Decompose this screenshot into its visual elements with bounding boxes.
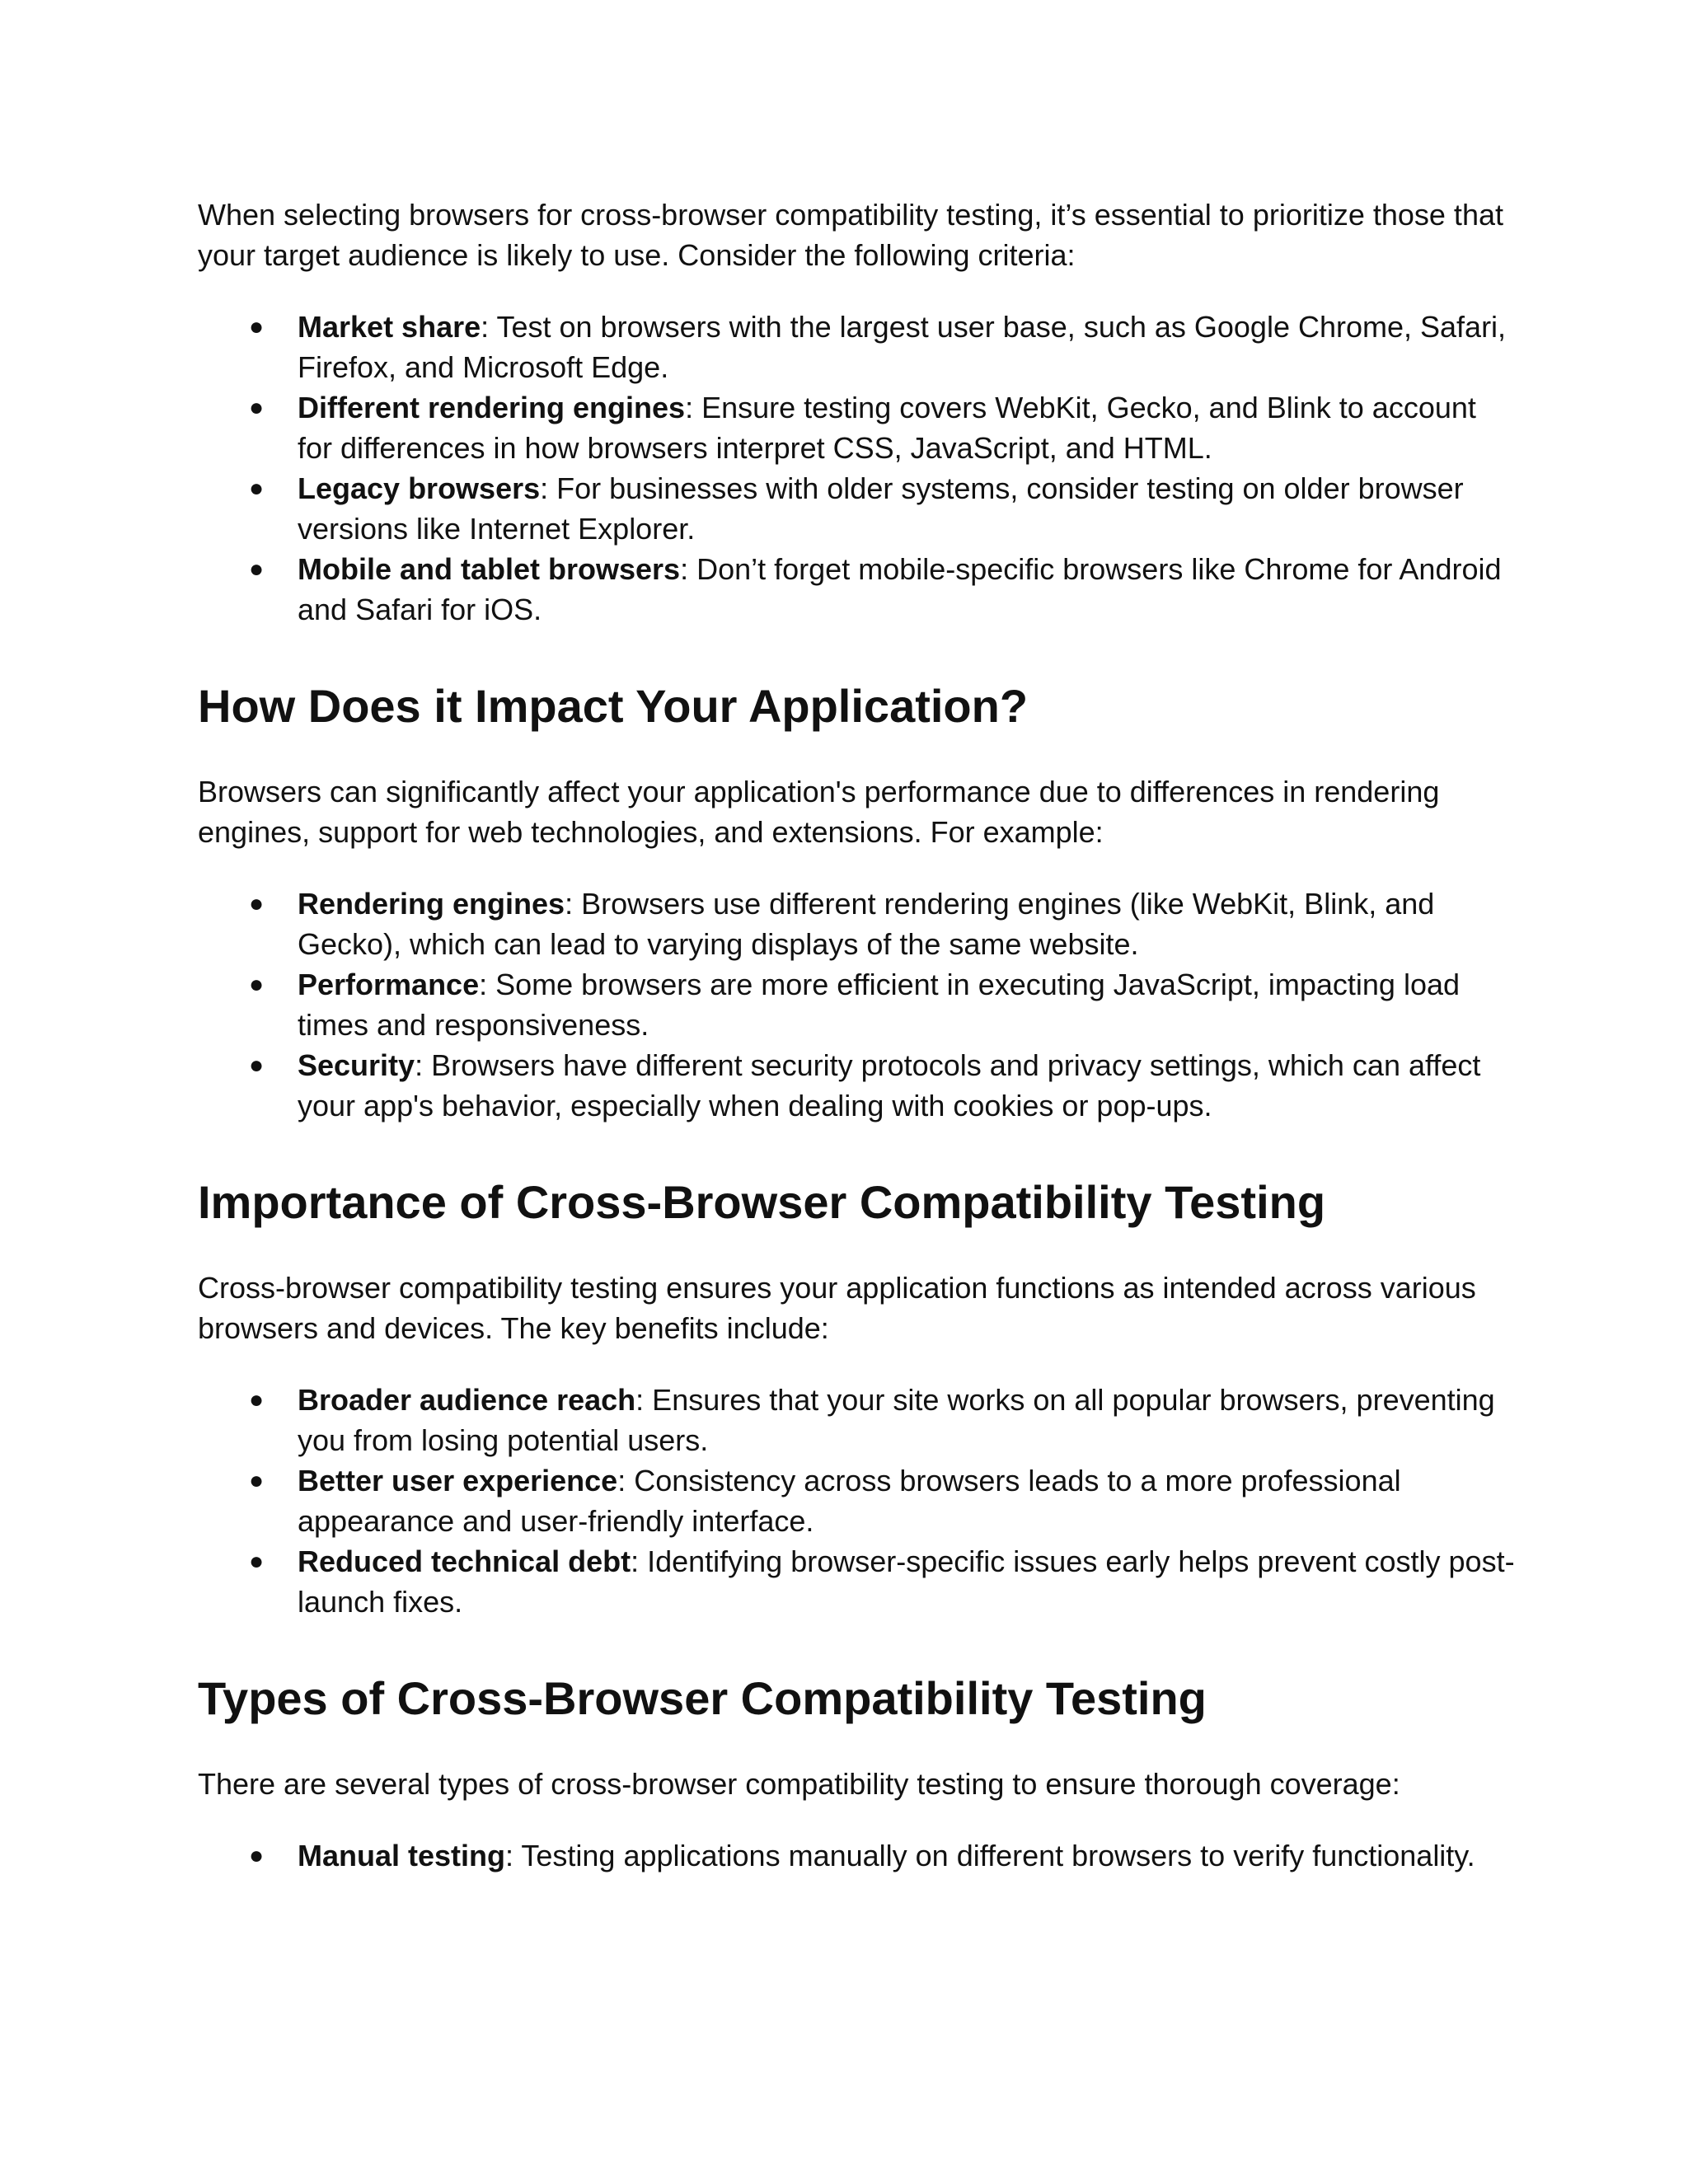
- list-item-text: : Some browsers are more efficient in executing JavaScript, impacting load times and responsiveness.: [298, 968, 1461, 1042]
- list-item-term: Different rendering engines: [298, 391, 686, 424]
- list-item-text: : Browsers use different rendering engines (like WebKit, Blink, and Gecko), which can lead to varying displays of the same website.: [298, 887, 1435, 961]
- bullet-icon: ●: [249, 1052, 265, 1079]
- list-item-text: : Ensure testing covers WebKit, Gecko, and Blink to account for differences in how browsers interpret CSS, JavaScript, and HTML.: [298, 391, 1476, 465]
- list-item: [198, 549, 1517, 630]
- intro-paragraph: When selecting browsers for cross-browser compatibility testing, it’s essential to prioritize those that your target audience is likely to use. Consider the following criteria:: [198, 198, 1503, 272]
- list-item: [198, 1380, 1517, 1460]
- bullet-icon: ●: [249, 555, 265, 583]
- list-item-text: : Identifying browser-specific issues early helps prevent costly post-launch fixes.: [298, 1544, 1515, 1619]
- list-item: [198, 387, 1517, 468]
- list-item-term: Market share: [298, 310, 481, 344]
- bullet-icon: ●: [249, 1467, 265, 1494]
- types-heading: Types of Cross-Browser Compatibility Testing: [198, 1672, 1207, 1724]
- bullet-icon: ●: [249, 1548, 265, 1575]
- list-item-term: Performance: [298, 968, 480, 1001]
- list-item-text: : Browsers have different security protocols and privacy settings, which can affect your app's behavior, especially when dealing with cookies or pop-ups.: [298, 1048, 1481, 1122]
- list-item-text: : Test on browsers with the largest user base, such as Google Chrome, Safari, Firefox, and Microsoft Edge.: [298, 310, 1507, 384]
- types-list: [198, 1835, 1517, 1876]
- list-item: [198, 307, 1517, 387]
- list-item-term: Reduced technical debt: [298, 1544, 631, 1578]
- criteria-list: [198, 307, 1517, 630]
- bullet-icon: ●: [249, 1386, 265, 1413]
- list-item: [198, 1541, 1517, 1622]
- list-item: [198, 1460, 1517, 1541]
- list-item-term: Broader audience reach: [298, 1383, 636, 1417]
- list-item-term: Legacy browsers: [298, 471, 541, 505]
- list-item-term: Mobile and tablet browsers: [298, 552, 681, 586]
- bullet-icon: ●: [249, 475, 265, 502]
- list-item: [198, 1835, 1517, 1876]
- importance-paragraph: Cross-browser compatibility testing ensures your application functions as intended across various browsers and devices. The key benefits include:: [198, 1271, 1476, 1345]
- list-item: [198, 883, 1517, 964]
- bullet-icon: ●: [249, 1842, 265, 1869]
- impact-list: [198, 883, 1517, 1126]
- list-item-text: : For businesses with older systems, consider testing on older browser versions like Internet Explorer.: [298, 471, 1464, 546]
- list-item-text: : Consistency across browsers leads to a more professional appearance and user-friendly interface.: [298, 1464, 1401, 1538]
- document-page: [198, 194, 1517, 1876]
- importance-heading: Importance of Cross-Browser Compatibility Testing: [198, 1176, 1326, 1228]
- list-item-text: : Testing applications manually on different browsers to verify functionality.: [505, 1839, 1475, 1872]
- list-item: [198, 468, 1517, 549]
- bullet-icon: ●: [249, 890, 265, 917]
- types-paragraph: There are several types of cross-browser compatibility testing to ensure thorough coverage:: [198, 1767, 1400, 1801]
- impact-heading: How Does it Impact Your Application?: [198, 680, 1029, 732]
- list-item-text: : Ensures that your site works on all popular browsers, preventing you from losing potential users.: [298, 1383, 1495, 1457]
- list-item-text: : Don’t forget mobile-specific browsers like Chrome for Android and Safari for iOS.: [298, 552, 1502, 626]
- list-item: [198, 1045, 1517, 1126]
- list-item: [198, 964, 1517, 1045]
- list-item-term: Rendering engines: [298, 887, 565, 921]
- list-item-term: Better user experience: [298, 1464, 618, 1497]
- bullet-icon: ●: [249, 971, 265, 998]
- benefits-list: [198, 1380, 1517, 1622]
- bullet-icon: ●: [249, 394, 265, 421]
- list-item-term: Security: [298, 1048, 415, 1082]
- list-item-term: Manual testing: [298, 1839, 506, 1872]
- impact-paragraph: Browsers can significantly affect your application's performance due to differences in rendering engines, support for web technologies, and extensions. For example:: [198, 775, 1440, 849]
- bullet-icon: ●: [249, 313, 265, 340]
